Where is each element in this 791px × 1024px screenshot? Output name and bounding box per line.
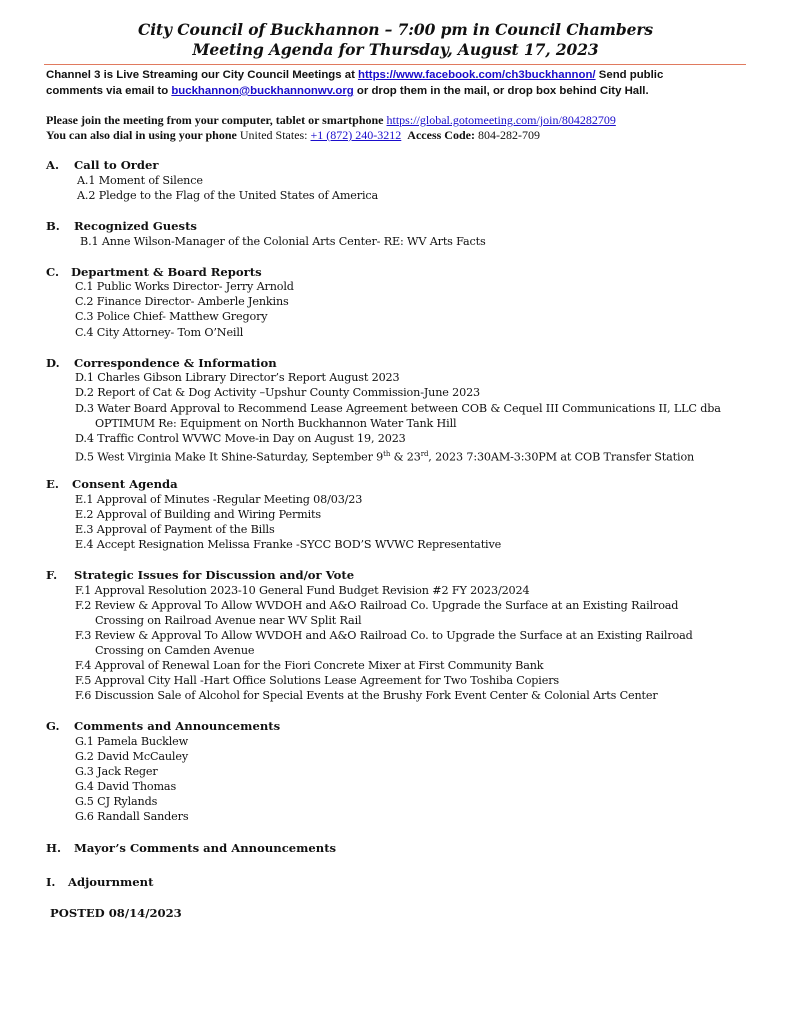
gotomeeting-link[interactable]: https://global.gotomeeting.com/join/804282709 [386,113,616,127]
stream-text-after: Send public [595,69,664,81]
agenda-item-e4: E.4 Accept Resignation Melissa Franke -SYCC BOD’S WVWC Representative [75,538,502,551]
agenda-item-d5: D.5 West Virginia Make It Shine-Saturday, September 9th & 23rd, 2023 7:30AM-3:30PM at COB Transfer Station [75,450,695,464]
agenda-item-e2: E.2 Approval of Building and Wiring Permits [75,508,321,521]
agenda-item-a1: A.1 Moment of Silence [77,174,203,187]
agenda-item-d4: D.4 Traffic Control WVWC Move-in Day on August 19, 2023 [75,432,406,445]
stream-text: Channel 3 is Live Streaming our City Council Meetings at [46,69,359,81]
access-code-value: 804-282-709 [474,128,540,142]
email-link[interactable]: buckhannon@buckhannonwv.org [171,85,354,97]
agenda-item-b1: B.1 Anne Wilson-Manager of the Colonial Arts Center- RE: WV Arts Facts [80,235,486,248]
agenda-item-c3: C.3 Police Chief- Matthew Gregory [75,310,268,323]
phone-link[interactable]: +1 (872) 240-3212 [310,128,402,142]
comments-text-after: or drop them in the mail, or drop box behind City Hall. [353,85,649,97]
section-d-letter: D. [46,356,60,370]
agenda-item-f3-continued: Crossing on Camden Avenue [95,644,255,657]
agenda-item-f5: F.5 Approval City Hall -Hart Office Solutions Lease Agreement for Two Toshiba Copiers [75,674,559,687]
agenda-item-f2-continued: Crossing on Railroad Avenue near WV Split Rail [95,614,362,627]
agenda-item-c4: C.4 City Attorney- Tom O’Neill [75,326,244,339]
agenda-item-d2: D.2 Report of Cat & Dog Activity –Upshur County Commission-June 2023 [75,386,481,399]
section-i-title: Adjournment [68,875,154,889]
agenda-item-c2: C.2 Finance Director- Amberle Jenkins [75,295,289,308]
dial-in-text: You can also dial in using your phone [46,128,237,142]
agenda-item-f3: F.3 Review & Approval To Allow WVDOH and A&O Railroad Co. to Upgrade the Surface at an Existing Railroad [75,629,693,642]
header-divider [44,64,746,65]
section-c-letter: C. [46,265,60,279]
agenda-item-f1: F.1 Approval Resolution 2023-10 General Fund Budget Revision #2 FY 2023/2024 [75,584,530,597]
section-f-title: Strategic Issues for Discussion and/or Vote [74,568,355,582]
title-line-1: City Council of Buckhannon – 7:00 pm in Council Chambers [137,20,654,39]
join-text: Please join the meeting from your computer, tablet or smartphone [46,113,387,127]
title-line-2: Meeting Agenda for Thursday, August 17, 2023 [192,40,599,59]
agenda-item-d3-continued: OPTIMUM Re: Equipment on North Buckhannon Water Tank Hill [95,417,457,430]
agenda-item-f4: F.4 Approval of Renewal Loan for the Fiori Concrete Mixer at First Community Bank [75,659,544,672]
agenda-item-g3: G.3 Jack Reger [75,765,158,778]
agenda-item-c1: C.1 Public Works Director- Jerry Arnold [75,280,294,293]
facebook-link[interactable]: https://www.facebook.com/ch3buckhannon/ [358,69,596,81]
agenda-item-g4: G.4 David Thomas [75,780,177,793]
comments-text: comments via email to [46,85,172,97]
section-g-letter: G. [46,719,60,733]
section-d-title: Correspondence & Information [74,356,277,370]
dial-in-country: United States: [236,128,311,142]
agenda-item-a2: A.2 Pledge to the Flag of the United States of America [77,189,379,202]
section-i-letter: I. [46,875,56,889]
meeting-join-info [46,113,746,143]
section-e-letter: E. [46,477,59,491]
section-g-title: Comments and Announcements [74,719,281,733]
section-a-title: Call to Order [74,158,159,172]
section-b-title: Recognized Guests [74,219,197,233]
section-e-title: Consent Agenda [72,477,178,491]
agenda-item-d1: D.1 Charles Gibson Library Director’s Report August 2023 [75,371,400,384]
section-f-letter: F. [46,568,58,582]
agenda-item-g1: G.1 Pamela Bucklew [75,735,189,748]
agenda-item-d3: D.3 Water Board Approval to Recommend Lease Agreement between COB & Cequel III Communications II, LLC dba [75,402,721,415]
posted-date: POSTED 08/14/2023 [50,906,182,920]
section-b-letter: B. [46,219,60,233]
agenda-item-g5: G.5 CJ Rylands [75,795,158,808]
live-stream-notice [46,67,746,99]
section-a-letter: A. [46,158,60,172]
section-h-title: Mayor’s Comments and Announcements [74,841,337,855]
agenda-item-e3: E.3 Approval of Payment of the Bills [75,523,275,536]
agenda-item-e1: E.1 Approval of Minutes -Regular Meeting 08/03/23 [75,493,363,506]
access-code-label: Access Code: [407,128,475,142]
agenda-item-f6: F.6 Discussion Sale of Alcohol for Special Events at the Brushy Fork Event Center & Colonial Arts Center [75,689,658,702]
agenda-item-f2: F.2 Review & Approval To Allow WVDOH and A&O Railroad Co. Upgrade the Surface at an Existing Railroad [75,599,679,612]
agenda-item-g6: G.6 Randall Sanders [75,810,189,823]
section-h-letter: H. [46,841,61,855]
section-c-title: Department & Board Reports [71,265,262,279]
agenda-item-g2: G.2 David McCauley [75,750,188,763]
